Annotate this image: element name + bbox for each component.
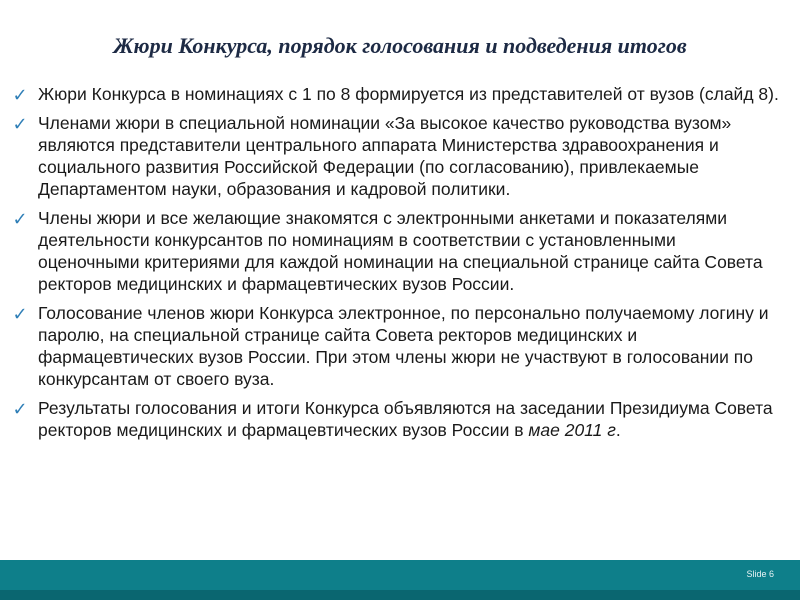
checkmark-icon: ✓ bbox=[12, 304, 28, 325]
bullet-text: Жюри Конкурса в номинациях с 1 по 8 формируется из представителей от вузов (слайд 8). bbox=[38, 84, 779, 104]
checkmark-icon: ✓ bbox=[12, 85, 28, 106]
bullet-list bbox=[10, 83, 780, 448]
bullet-text: Результаты голосования и итоги Конкурса объявляются на заседании Президиума Совета ректоров медицинских и фармацевтических вузов России в bbox=[38, 398, 773, 440]
checkmark-icon: ✓ bbox=[12, 209, 28, 230]
bullet-item bbox=[10, 83, 780, 105]
checkmark-icon: ✓ bbox=[12, 114, 28, 135]
bullet-text: Члены жюри и все желающие знакомятся с электронными анкетами и показателями деятельности конкурсантов по номинациям в соответствии с установленными оценочными критериями для каждой номинации на специальной странице сайта Совета ректоров медицинских и фармацевтических вузов России. bbox=[38, 208, 763, 294]
bullet-item bbox=[10, 112, 780, 200]
bullet-date-emphasis: мае 2011 г bbox=[528, 420, 616, 440]
bullet-item bbox=[10, 397, 780, 441]
footer-bar bbox=[0, 560, 800, 590]
bullet-item bbox=[10, 207, 780, 295]
slide-number: Slide 6 bbox=[746, 569, 774, 579]
bullet-item bbox=[10, 302, 780, 390]
bullet-text: Голосование членов жюри Конкурса электронное, по персонально получаемому логину и паролю, на специальной странице сайта Совета ректоров медицинских и фармацевтических вузов России. При этом члены жюри не участвуют в голосовании по конкурсантам от своего вуза. bbox=[38, 303, 769, 389]
checkmark-icon: ✓ bbox=[12, 399, 28, 420]
slide-title: Жюри Конкурса, порядок голосования и подведения итогов bbox=[113, 33, 687, 58]
bullet-suffix: . bbox=[615, 420, 621, 440]
bullet-text: Членами жюри в специальной номинации «За высокое качество руководства вузом» являются представители центрального аппарата Министерства здравоохранения и социального развития Российской Федерации (по согласованию), привлекаемые Департаментом науки, образования и кадровой политики. bbox=[38, 113, 732, 199]
